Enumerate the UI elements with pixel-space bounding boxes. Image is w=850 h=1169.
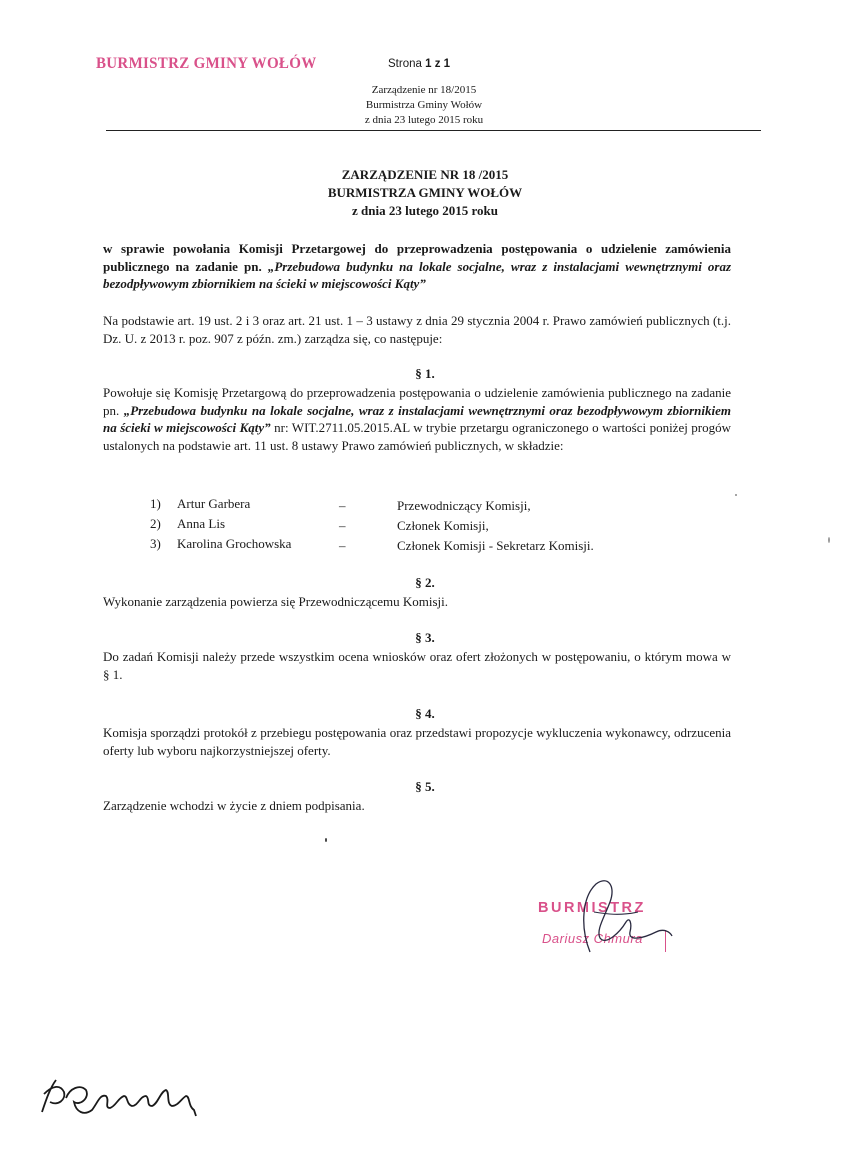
scan-speck <box>735 494 737 496</box>
section-3-text: Do zadań Komisji należy przede wszystkim ocena wniosków oraz ofert złożonych w postępowaniu, o którym mowa w § 1. <box>103 649 731 682</box>
section-5-heading: § 5. <box>415 779 435 794</box>
subject-prefix: w sprawie powołania Komisji Przetargowej do przeprowadzenia postępowania o udzielenie zamówienia publicznego na zadanie pn. <box>103 241 731 274</box>
page-total: 1 <box>443 58 451 70</box>
section-2-text: Wykonanie zarządzenia powierza się Przewodniczącemu Komisji. <box>103 594 449 609</box>
member-3-dash: – <box>339 538 346 553</box>
header-ref-line2: Burmistrza Gminy Wołów <box>365 99 483 111</box>
section-1-suffix: nr: WIT.2711.05.2015.AL w trybie przetargu ograniczonego o wartości poniżej progów ustalonych na podstawie art. 11 ust. 8 ustawy Prawo zamówień publicznych, w składzie: <box>103 420 732 453</box>
member-2-number: 2) <box>150 516 161 531</box>
section-1-heading: § 1. <box>415 366 435 381</box>
mayor-signature-icon <box>560 872 680 967</box>
header-ref-line3: z dnia 23 lutego 2015 roku <box>364 114 484 126</box>
member-1-number: 1) <box>150 496 161 511</box>
member-3-number: 3) <box>150 536 161 551</box>
member-2-role: Członek Komisji, <box>397 518 489 533</box>
header-reference <box>340 83 508 128</box>
header-stamp: BURMISTRZ GMINY WOŁÓW <box>96 55 317 73</box>
signature-stamp-name: Dariusz Chmura <box>542 931 643 946</box>
member-3-role: Członek Komisji - Sekretarz Komisji. <box>397 538 594 553</box>
section-1-prefix: Powołuje się Komisję Przetargową do przeprowadzenia postępowania o udzielenie zamówienia publicznego na zadanie pn. <box>103 385 731 418</box>
scan-speck <box>325 838 327 842</box>
member-1-role: Przewodniczący Komisji, <box>397 498 531 513</box>
legal-basis: Na podstawie art. 19 ust. 2 i 3 oraz art. 21 ust. 1 – 3 ustawy z dnia 29 stycznia 2004 r. Prawo zamówień publicznych (t.j. Dz. U. z 2013 r. poz. 907 z późn. zm.) zarządza się, co następuje: <box>103 313 731 346</box>
section-4-text: Komisja sporządzi protokół z przebiegu postępowania oraz przedstawi propozycje wykluczenia wykonawcy, odrzucenia oferty lub wyboru najkorzystniejszej oferty. <box>103 725 731 758</box>
handwritten-signature-icon <box>36 1072 206 1120</box>
section-1-text <box>103 384 731 454</box>
section-3-heading: § 3. <box>415 630 435 645</box>
page-current: 1 <box>425 58 432 70</box>
page-number <box>388 58 450 70</box>
document-title-line2: BURMISTRZA GMINY WOŁÓW <box>327 185 523 200</box>
section-4-heading: § 4. <box>415 706 435 721</box>
scan-speck <box>828 537 830 543</box>
page-separator: z <box>434 58 441 70</box>
page-label: Strona <box>388 58 422 70</box>
member-3-name: Karolina Grochowska <box>177 536 292 551</box>
member-2-name: Anna Lis <box>177 516 226 531</box>
header-ref-line1: Zarządzenie nr 18/2015 <box>371 84 477 96</box>
subject-project: „Przebudowa budynku na lokale socjalne, wraz z instalacjami wewnętrznymi oraz bezodpływowym zbiornikiem na ścieki w miejscowości Kąty” <box>103 258 731 291</box>
member-2-dash: – <box>339 518 346 533</box>
signature-stamp-title: BURMISTRZ <box>538 900 646 916</box>
document-title-line3: z dnia 23 lutego 2015 roku <box>351 203 499 218</box>
section-1-project: „Przebudowa budynku na lokale socjalne, wraz z instalacjami wewnętrznymi oraz bezodpływowym zbiornikiem na ścieki w miejscowości Kąty” <box>103 402 731 435</box>
member-1-name: Artur Garbera <box>177 496 251 511</box>
document-title-line1: ZARZĄDZENIE NR 18 /2015 <box>341 167 509 182</box>
subject-paragraph <box>103 240 731 293</box>
section-5-text: Zarządzenie wchodzi w życie z dniem podpisania. <box>103 798 365 813</box>
member-1-dash: – <box>339 498 346 513</box>
header-divider <box>106 130 761 131</box>
section-2-heading: § 2. <box>415 575 435 590</box>
